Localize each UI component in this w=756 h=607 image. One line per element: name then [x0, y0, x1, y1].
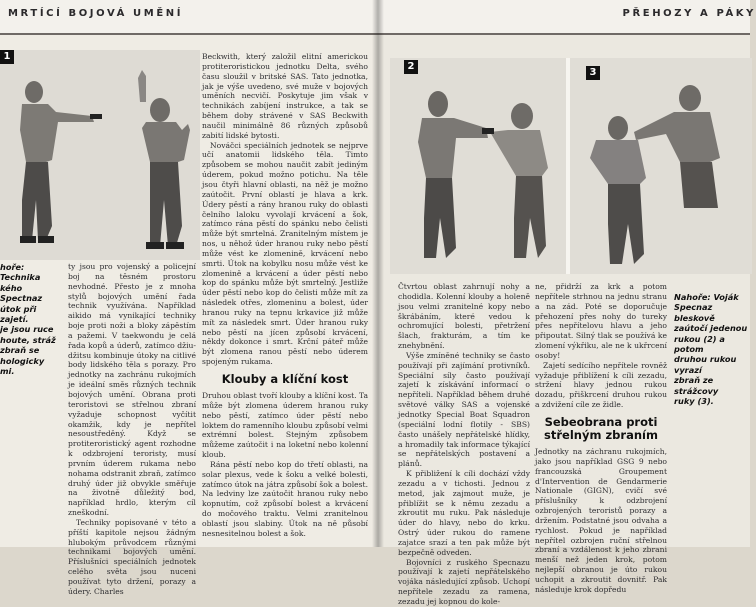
- left-page-header: [0, 0, 378, 35]
- paragraph: Nováčci speciálních jednotek se nejprve učí anatomii lidského těla. Timto způsobem se mohou naučit zabít jediným úderem, pokud možno potichu. Na těle jsou čtyři hlavní oblasti, na něž je možno zaútočit. První oblastí je hlava a krk. Údery pěstí a rány hranou ruky do oblasti čelního laloku vyvolají krvácení a šok, zatímco rána pěstí do spánku nebo čelisti může být smrtelná. Zranitelným místem je nos, u něhož úder hranou ruky nebo pěstí může vést ke zlomenině, krvácení nebo smrti. Útok na kobylku nosu může vést ke zlomenině a krvácení a úder pěstí nebo kop do spánku může být smrtelný. Jestliže úder pěstí nebo kop do čelisti může mít za následek otřes, zlomeninu a bolest, úder hranou ruky na tepnu krkavice již může mít za následek smrt. Úder hranou ruky nebo pěstí na jícen způsobí krvácení, někdy dokonce i smrt. Krční páteř může být zlomena ranou pěstí nebo úderem spojeným rukama.: [202, 140, 368, 367]
- left-running-head: MRTÍCÍ BOJOVÁ UMĚNÍ: [8, 8, 184, 19]
- paragraph: Druhou oblast tvoří klouby a klíční kost. Ta může být zlomena úderem hranou ruky nebo pěstí, zatímco úder pěstí nebo loktem do ramenního kloubu způsobí velmi extrémní bolest. Stejným způsobem můžeme zaútočit i na loketní nebo kolenní kloub.: [202, 391, 368, 460]
- figure-number-badge: 1: [0, 50, 14, 64]
- left-page: [0, 0, 378, 596]
- right-photo-caption: Nahoře: Voják Specnaz bleskově zaútočí jedenou rukou (2) a potom druhou rukou vyrazí zbraň ze strážcovy ruky (3).: [674, 292, 748, 407]
- paragraph: Bojovníci z ruského Specnazu používají k zajetí nepřátelského vojáka následující způsob. Uchopí nepřítele zezadu za ramena, zezadu jej kopnou do kole-: [398, 557, 530, 606]
- right-page-header: [378, 0, 756, 35]
- text-column-d: [535, 282, 667, 595]
- photo-1-illustration: [0, 50, 200, 260]
- right-running-head: PŘEHOZY A PÁKY: [622, 8, 756, 19]
- book-gutter-shadow: [372, 0, 384, 547]
- paragraph: Techniky popisované v této a příští kapitole nejsou žádným hlubokým průvodcem různými technikami bojových umění. Příslušníci speciálních jednotek celého světa jsou nuceni používat tyto držení, porazy a údery. Charles: [68, 517, 196, 596]
- text-column-b: [202, 52, 368, 539]
- paragraph: Jednotky na záchranu rukojmích, jako jsou například GSG 9 nebo francouzská Groupement d'Intervention de Gendarmerie Nationale (GIGN), cvičí své příslušníky k odzbrojení ozbrojených teroristů porazy a držením. Podstatné jsou odvaha a rychlost. Pokud je například nepřítel ozbrojen ruční střelnou zbraní a vzdálenost k jeho zbrani menší než jeden krok, potom nejlepší obranou je úto rukou uchopit a zkroutit dovnitř. Pak následuje krok dopředu: [535, 446, 667, 594]
- section-heading: Klouby a klíční kost: [221, 372, 349, 386]
- paragraph: Výše zmíněné techniky se často používají při zajímání protivníků. Speciální síly často používají zajetí k získávání informací o nepříteli. Například během druhé světové války SAS a vojenské jednotky Special Boat Squadron (speciální lodní flotily - SBS) často unášely nepřátelské hlídky, a hromadily tak informace týkající se nepřátelských postavení a plánů.: [398, 350, 530, 469]
- paragraph: ty jsou pro vojenský a policejní boj na těsném prostoru nevhodné. Přesto je z mnoha stylů bojových umění řada technik využívána. Například aikido má vynikající techniky boje proti noži a bloky zápěstím a pažemi. V taekwondu je celá řada kopů a úderů, zatímco džiu-džitsu kombinuje útoky na citlivé body lidského těla s porazy. Pro jednotky na zachránu rukojmích je ideální směs různých technik bojových umění. Obrana proti teroristovi se střelnou zbraní vyžaduje schopnost vyčítit okamžik, kdy je nepřítel nesoustředěný. Když se protiteroristický agent rozhodne k odzbrojení teroristy, musí prvním úderem rukama nebo nohama odstranit zbraň, zatímco druhý úder již obvykle směřuje na životně důležitý bod, například hrdlo, kterým cíl zneškodní.: [68, 262, 196, 518]
- photo-2-3-illustration: [390, 58, 752, 274]
- left-photo-caption: hoře: Technika kého Spectnaz útok při zajetí. je jsou ruce houte, stráž zbraň se hologicky mi.: [0, 262, 56, 377]
- figure-number-badge: 3: [586, 66, 600, 80]
- text-column-a: [68, 262, 196, 597]
- paragraph: K přibližení k cíli dochází vždy zezadu a v tichosti. Jednou z metod, jak zajmout muže, je přiblížit se k němu zezadu a zkroutit mu ruku. Pak následuje úder do hlavy, nebo do krku. Ostrý úder rukou do ramene zajatce srazí a ten pak může být bezpečně odveden.: [398, 469, 530, 557]
- paragraph: Zajetí sedícího nepřítele rovněž vyžaduje přiblížení k cíli zezadu, stržení hlavy jednou rukou dozadu, přiškrcení druhou rukou a zdvižení cíle ze židle.: [535, 360, 667, 410]
- right-page: [378, 0, 756, 606]
- photo-figures-2-3: [390, 58, 752, 274]
- paragraph: Čtvrtou oblast zahrnují nohy a chodidla. Kolenní klouby a holeně jsou velmi zranitelné kopy nebo škrábáním, které vedou k ochromující bolesti, přetržení šlach, frakturám, a tím ke znehybnění.: [398, 282, 530, 351]
- photo-figure-1: [0, 50, 200, 260]
- figure-number-badge: 2: [404, 60, 418, 74]
- section-heading: Sebeobrana proti střelným zbraním: [544, 414, 658, 442]
- paragraph: Beckwith, který založil elitní americkou protiteroristickou jednotku Delta, svého času sloužil v britské SAS. Tato jednotka, jak je výše uvedeno, své muže v bojových uměních necvičí. Poskytuje jim však v technikách zabíjení instrukce, a tak se během doby strávené v SAS Beckwith naučil minimálně 86 různých způsobů zabití lidské bytosti.: [202, 52, 368, 140]
- paragraph: Rána pěstí nebo kop do třetí oblasti, na solar plexus, vede k šoku a velké bolesti, zatímco útok na játra způsobí šok a bolest. Na ledviny lze zaútočit hranou ruky nebo kopnutím, což způsobí bolest a krvácení do močového traktu. Velmi zranitelnou oblastí jsou slabiny. Útok na ně působí nesnesitelnou bolest a šok.: [202, 459, 368, 538]
- text-column-c: [398, 282, 530, 607]
- paragraph: ne, přidrží za krk a potom nepřítele strhnou na jednu stranu a na zád. Poté se doporučuje přehození přes nohy do tureky přes nepřítelovu hlavu a jeho připoutat. Silný tlak se používá ke zlomení výkřiku, ale ne k ukřrcení osoby!: [535, 282, 667, 360]
